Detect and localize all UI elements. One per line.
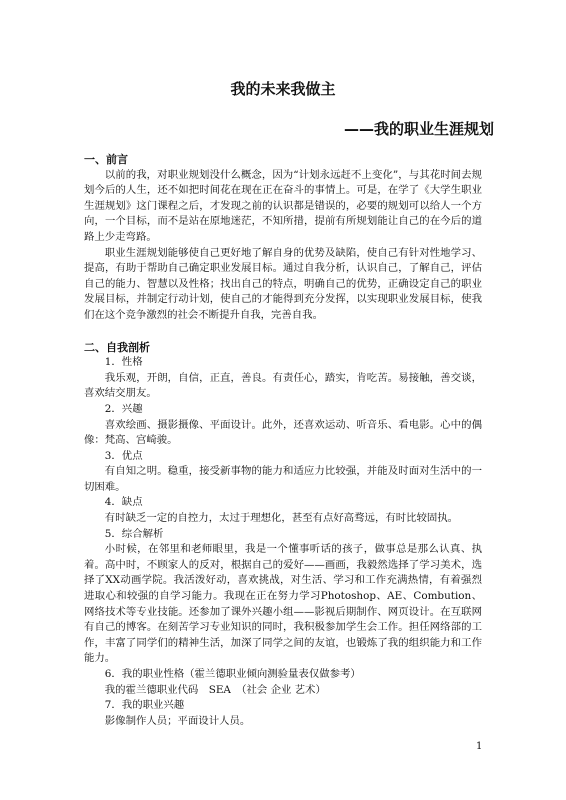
item-strengths-text: 有自知之明。稳重，接受新事物的能力和适应力比较强，并能及时面对生活中的一切困难。 bbox=[84, 465, 482, 493]
page-number: 1 bbox=[476, 741, 483, 752]
section-gap bbox=[84, 324, 482, 340]
item-overall-label: 5．综合解析 bbox=[104, 527, 164, 540]
preface-paragraph-1: 以前的我，对职业规划没什么概念，因为“计划永远赶不上变化”，与其花时间去规划今后的人生，还不如把时间花在现在正在奋斗的事情上。可是，在学了《大学生职业生涯规划》这门课程之后，才发现之前的认识都是错误的，必要的规划可以给人一个方向，一个目标，而不是站在原地迷茫，不知所措，提前有所规划能让自己的在今后的道路上少走弯路。 bbox=[84, 168, 482, 243]
item-weaknesses-label: 4．缺点 bbox=[104, 496, 143, 509]
item-career-personality-text: 我的霍兰德职业代码 SEA （社会 企业 艺术） bbox=[104, 683, 326, 696]
item-strengths-label: 3．优点 bbox=[104, 449, 143, 462]
item-interests-label: 2．兴趣 bbox=[104, 402, 143, 415]
item-career-interests-label: 7．我的职业兴趣 bbox=[104, 699, 185, 712]
item-career-personality-label: 6．我的职业性格（霍兰德职业倾向测验量表仅做参考） bbox=[104, 668, 361, 680]
document-title: 我的未来我做主 bbox=[230, 80, 336, 98]
item-interests-text: 喜欢绘画、摄影摄像、平面设计。此外，还喜欢运动、听音乐、看电影。心中的偶像：梵高、宫崎骏。 bbox=[84, 418, 482, 447]
item-personality-label: 1．性格 bbox=[104, 356, 143, 369]
item-weaknesses-text: 有时缺乏一定的自控力，太过于理想化，甚至有点好高骛远，有时比较固执。 bbox=[104, 512, 459, 525]
section-heading-self-analysis: 二、自我剖析 bbox=[84, 340, 150, 354]
document-body bbox=[84, 152, 482, 729]
item-personality-text: 我乐观，开朗，自信，正直，善良。有责任心，踏实，肯吃苦。易接触，善交谈，喜欢结交朋友。 bbox=[84, 371, 482, 400]
preface-paragraph-2: 职业生涯规划能够使自己更好地了解自身的优势及缺陷，使自己有针对性地学习、提高，有助于帮助自己确定职业发展目标。通过自我分析，认识自己，了解自己，评估自己的能力、智慧以及性格；找出自己的特点，明确自己的优势，正确设定自己的职业发展目标，并制定行动计划，使自己的才能得到充分发挥，以实现职业发展目标，使我们在这个竞争激烈的社会不断提升自我，完善自我。 bbox=[84, 246, 482, 321]
section-heading-preface: 一、前言 bbox=[84, 153, 128, 166]
item-overall-text: 小时候，在邻里和老师眼里，我是一个懂事听话的孩子，做事总是那么认真、执着。高中时，不顾家人的反对，根据自己的爱好——画画，我毅然选择了学习美术，选择了XX动画学院。我活泼好动，喜欢挑战，对生活、学习和工作充满热情，有着强烈进取心和较强的自学习能力。我现在正在努力学习Photoshop、AE、Combution、网络技术等专业技能。还参加了课外兴趣小组——影视后期制作、网页设计。在互联网有自己的博客。在刻苦学习专业知识的同时，我积极参加学生会工作。担任网络部的工作，丰富了同学们的精神生活，加深了同学之间的友谊，也锻炼了我的组织能力和工作能力。 bbox=[84, 543, 482, 665]
document-subtitle: ——我的职业生涯规划 bbox=[343, 120, 494, 138]
item-career-interests-text: 影像制作人员；平面设计人员。 bbox=[104, 714, 251, 727]
